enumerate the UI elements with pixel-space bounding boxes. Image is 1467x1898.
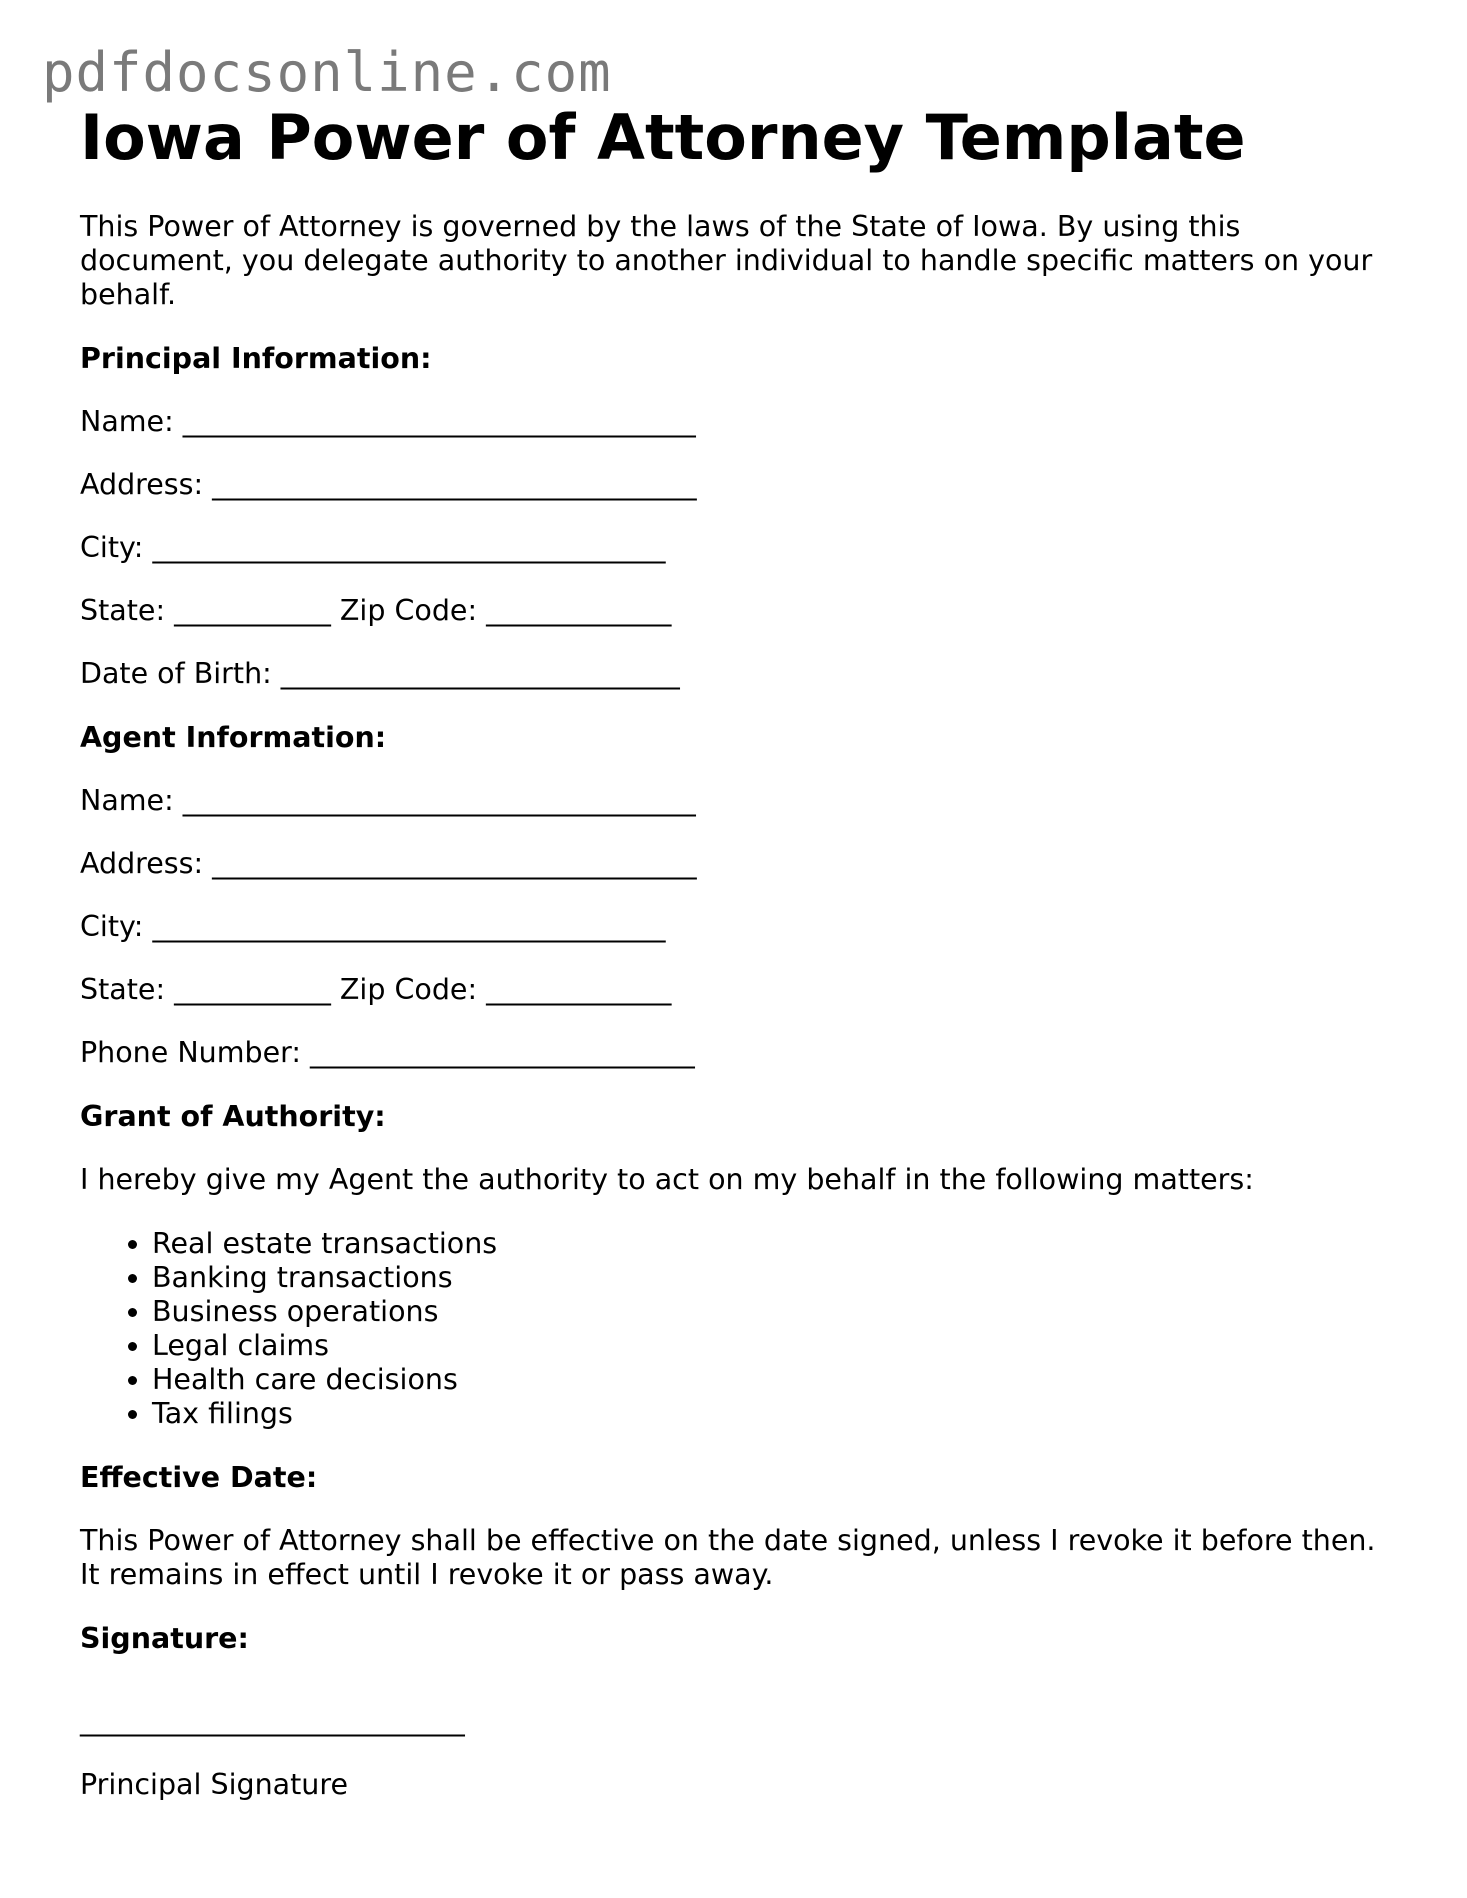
grant-heading: Grant of Authority: bbox=[80, 1100, 386, 1133]
list-item: • Tax filings bbox=[152, 1397, 1400, 1431]
list-item: • Banking transactions bbox=[152, 1261, 1400, 1295]
page-title: Iowa Power of Attorney Template bbox=[80, 101, 1246, 174]
document-body bbox=[80, 100, 1400, 1802]
agent-phone-field[interactable]: Phone Number: ___________________________ bbox=[80, 1036, 695, 1069]
principal-name-field[interactable]: Name: ____________________________________ bbox=[80, 405, 696, 438]
list-item: • Business operations bbox=[152, 1295, 1400, 1329]
agent-name-field[interactable]: Name: ____________________________________ bbox=[80, 784, 696, 817]
grant-text: I hereby give my Agent the authority to act on my behalf in the following matters: bbox=[80, 1163, 1254, 1196]
list-item: • Health care decisions bbox=[152, 1363, 1400, 1397]
authority-list bbox=[80, 1227, 1400, 1431]
signature-line[interactable]: ___________________________ bbox=[80, 1704, 465, 1737]
agent-state-zip-field[interactable]: State: ___________ Zip Code: _____________ bbox=[80, 973, 672, 1006]
signature-label: Principal Signature bbox=[80, 1768, 348, 1801]
list-item: • Real estate transactions bbox=[152, 1227, 1400, 1261]
agent-city-field[interactable]: City: ____________________________________ bbox=[80, 910, 666, 943]
agent-heading: Agent Information: bbox=[80, 721, 387, 754]
signature-heading: Signature: bbox=[80, 1622, 249, 1655]
list-item: • Legal claims bbox=[152, 1329, 1400, 1363]
principal-city-field[interactable]: City: ____________________________________ bbox=[80, 531, 666, 564]
principal-state-zip-field[interactable]: State: ___________ Zip Code: _____________ bbox=[80, 594, 672, 627]
watermark: pdfdocsonline.com bbox=[42, 41, 612, 104]
effective-text: This Power of Attorney shall be effective on the date signed, unless I revoke it before then. It remains in effect until I revoke it or pass away. bbox=[80, 1524, 1376, 1591]
effective-heading: Effective Date: bbox=[80, 1461, 318, 1494]
principal-heading: Principal Information: bbox=[80, 342, 432, 375]
intro-paragraph: This Power of Attorney is governed by the laws of the State of Iowa. By using this document, you delegate authority to another individual to handle specific matters on your behalf. bbox=[80, 210, 1373, 311]
principal-dob-field[interactable]: Date of Birth: ____________________________ bbox=[80, 657, 680, 690]
agent-address-field[interactable]: Address: __________________________________ bbox=[80, 847, 697, 880]
principal-address-field[interactable]: Address: __________________________________ bbox=[80, 468, 697, 501]
